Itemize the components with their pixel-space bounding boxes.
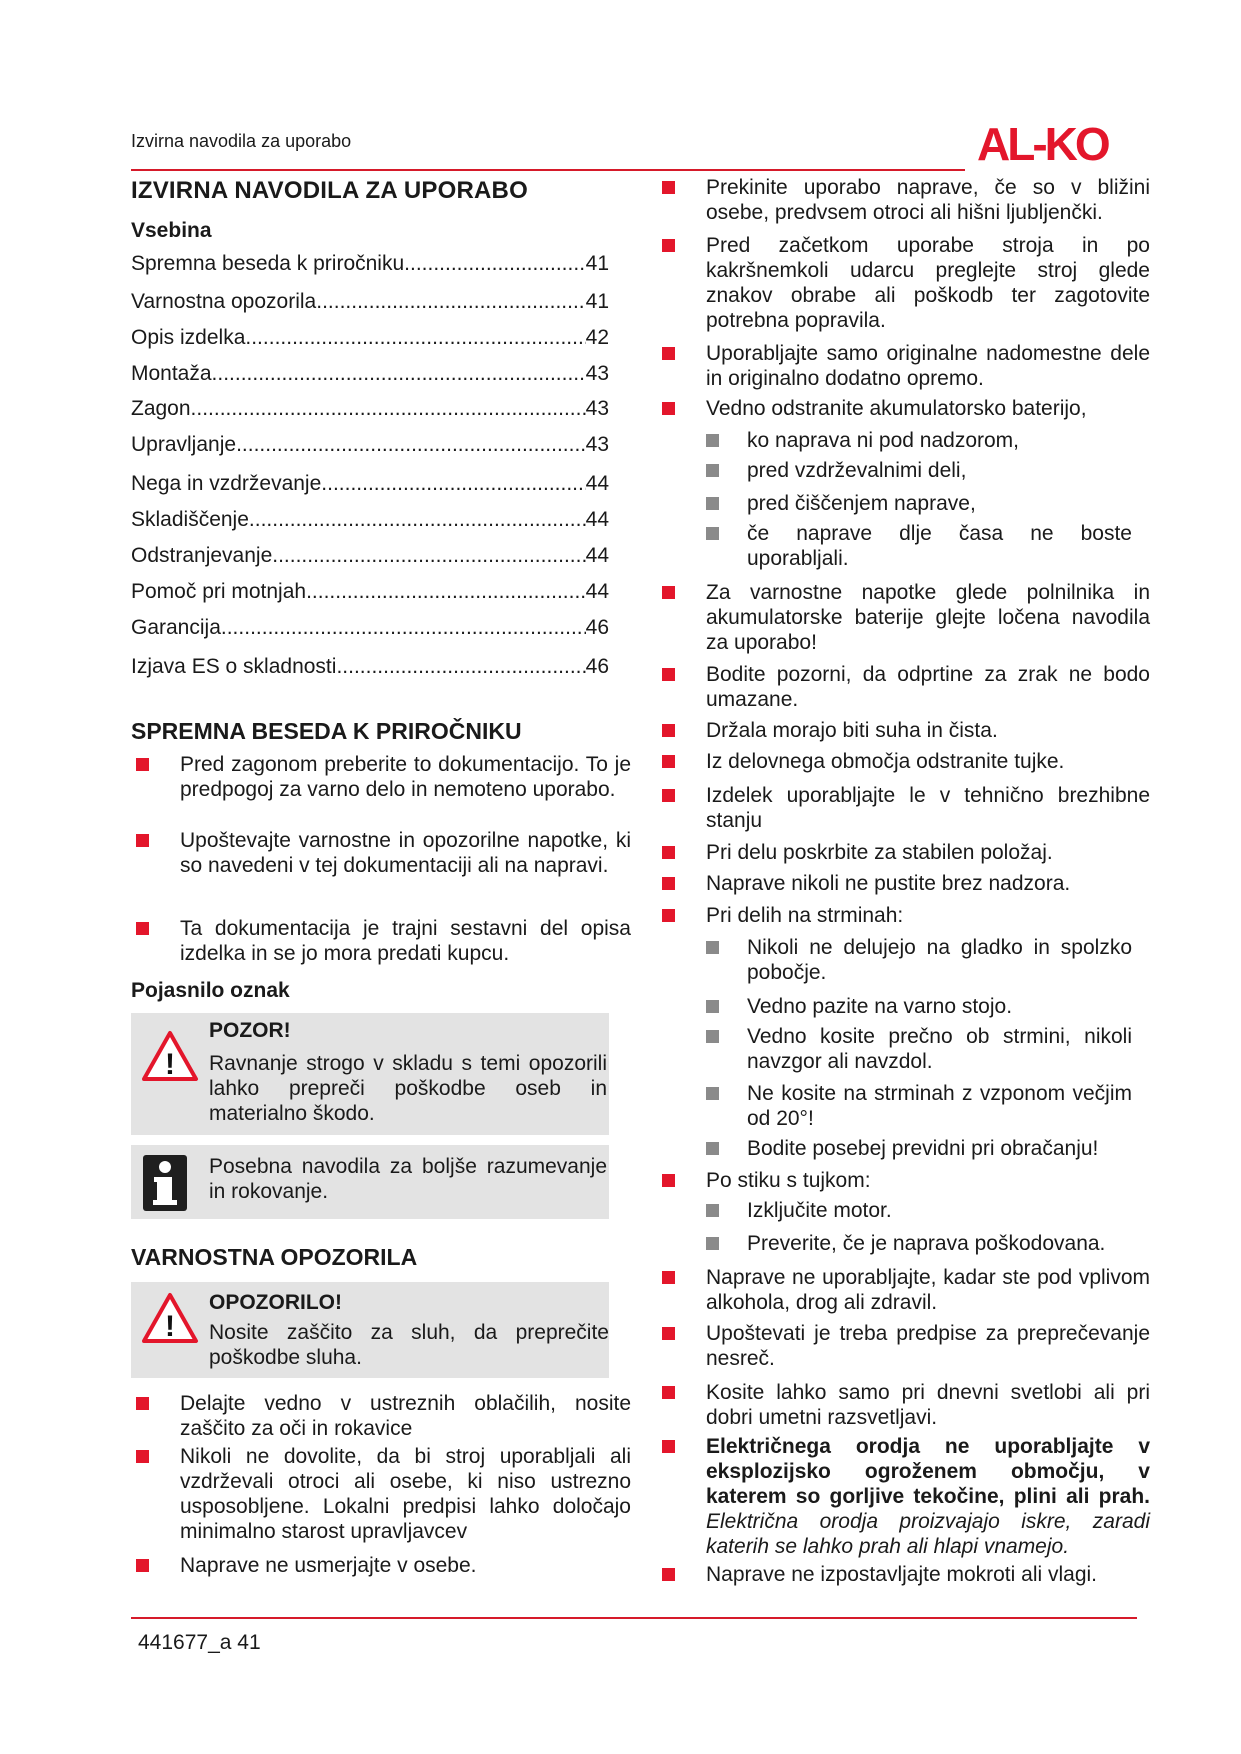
- toc-leader-dots: [404, 252, 585, 276]
- list-item: [662, 1434, 1150, 1559]
- list-item: Za varnostne napotke glede polnilnika in akumulatorske baterije glejte ločena navodila za uporabo!: [662, 580, 1150, 655]
- safety-title: VARNOSTNA OPOZORILA: [131, 1244, 418, 1270]
- toc-leader-dots: [336, 655, 585, 679]
- toc-leader-dots: [321, 472, 585, 496]
- warning-title: OPOZORILO!: [209, 1291, 342, 1314]
- caution-box: [131, 1013, 609, 1135]
- list-item: Izdelek uporabljajte le v tehnično brezhibne stanju: [662, 783, 1150, 833]
- toc-leader-dots: [245, 326, 585, 350]
- sub-list-item: ko naprava ni pod nadzorom,: [662, 428, 1132, 453]
- toc-label: Varnostna opozorila: [131, 290, 317, 313]
- toc-page-number: 44: [585, 544, 609, 567]
- list-item: Bodite pozorni, da odprtine za zrak ne bodo umazane.: [662, 662, 1150, 712]
- sub-list-item: Vedno pazite na varno stojo.: [662, 994, 1132, 1019]
- toc-row: [131, 580, 609, 604]
- toc-page-number: 42: [585, 326, 609, 349]
- toc-row: [131, 508, 609, 532]
- legend-title: Pojasnilo oznak: [131, 979, 290, 1002]
- sub-list-item: Vedno kosite prečno ob strmini, nikoli navzgor ali navzdol.: [662, 1024, 1132, 1074]
- info-text: Posebna navodila za boljše razumevanje in rokovanje.: [209, 1155, 607, 1203]
- sub-list-item: Preverite, če je naprava poškodovana.: [662, 1231, 1132, 1256]
- list-item: Vedno odstranite akumulatorsko baterijo,: [662, 396, 1150, 421]
- toc-label: Odstranjevanje: [131, 544, 273, 567]
- info-box: [131, 1145, 609, 1219]
- list-item: Iz delovnega območja odstranite tujke.: [662, 749, 1150, 774]
- toc-leader-dots: [272, 544, 585, 568]
- toc-label: Spremna beseda k priročniku: [131, 252, 405, 275]
- header-rule: [131, 169, 965, 171]
- toc-label: Montaža: [131, 362, 212, 385]
- toc-label: Garancija: [131, 616, 221, 639]
- list-item: Ta dokumentacija je trajni sestavni del opisa izdelka in se jo mora predati kupcu.: [136, 916, 631, 966]
- toc-page-number: 46: [585, 616, 609, 639]
- alko-logo: [977, 118, 1145, 168]
- toc-page-number: 43: [585, 362, 609, 385]
- caution-text: Ravnanje strogo v skladu s temi opozorili lahko prepreči poškodbe oseb in materialno škodo.: [209, 1052, 607, 1125]
- toc-label: Skladiščenje: [131, 508, 249, 531]
- toc-label: Izjava ES o skladnosti: [131, 655, 337, 678]
- sub-list-item: Bodite posebej previdni pri obračanju!: [662, 1136, 1132, 1161]
- toc-row: [131, 290, 609, 314]
- toc-row: [131, 362, 609, 386]
- toc-row: [131, 655, 609, 679]
- toc-leader-dots: [212, 362, 586, 386]
- warning-triangle-icon: [141, 1292, 199, 1344]
- warning-triangle-icon: [141, 1030, 199, 1082]
- warning-box: [131, 1282, 609, 1378]
- info-icon: [143, 1155, 187, 1211]
- footer-rule: [131, 1617, 1137, 1619]
- sub-list-item: Izključite motor.: [662, 1198, 1132, 1223]
- toc-title: Vsebina: [131, 219, 212, 242]
- toc-leader-dots: [221, 616, 586, 640]
- list-item: Pri delih na strminah:: [662, 903, 1150, 928]
- header-title: Izvirna navodila za uporabo: [131, 131, 352, 151]
- list-item: Po stiku s tujkom:: [662, 1168, 1150, 1193]
- list-item: Naprave ne izpostavljajte mokroti ali vlagi.: [662, 1562, 1150, 1587]
- toc-row: [131, 544, 609, 568]
- warning-text: Nosite zaščito za sluh, da preprečite poškodbe sluha.: [209, 1321, 609, 1369]
- toc-row: [131, 616, 609, 640]
- sub-list-item: pred čiščenjem naprave,: [662, 491, 1132, 516]
- list-item: Naprave ne uporabljajte, kadar ste pod vplivom alkohola, drog ali zdravil.: [662, 1265, 1150, 1315]
- toc-leader-dots: [191, 397, 586, 421]
- list-item: Pred zagonom preberite to dokumentacijo. To je predpogoj za varno delo in nemoteno uporabo.: [136, 752, 631, 802]
- explosive-italic-text: Električna orodja proizvajajo iskre, zaradi katerih se lahko prah ali hlapi vnamejo.: [706, 1510, 1150, 1558]
- list-item: Pri delu poskrbite za stabilen položaj.: [662, 840, 1150, 865]
- list-item: Naprave nikoli ne pustite brez nadzora.: [662, 871, 1150, 896]
- toc-leader-dots: [316, 290, 585, 314]
- toc-leader-dots: [236, 433, 586, 457]
- toc-page-number: 43: [585, 397, 609, 420]
- toc-label: Opis izdelka: [131, 326, 246, 349]
- list-item: Upoštevati je treba predpise za preprečevanje nesreč.: [662, 1321, 1150, 1371]
- toc-page-number: 46: [585, 655, 609, 678]
- sub-list-item: Nikoli ne delujejo na gladko in spolzko pobočje.: [662, 935, 1132, 985]
- toc-page-number: 41: [585, 290, 609, 313]
- toc-label: Upravljanje: [131, 433, 237, 456]
- toc-row: [131, 433, 609, 457]
- list-item: Držala morajo biti suha in čista.: [662, 718, 1150, 743]
- toc-row: [131, 397, 609, 421]
- svg-text:!: !: [165, 1310, 175, 1343]
- footer-page-number: 441677_a 41: [138, 1631, 261, 1654]
- toc-row: [131, 472, 609, 496]
- list-item: Pred začetkom uporabe stroja in po kakršnemkoli udarcu preglejte stroj glede znakov obrabe ali poškodb ter zagotovite potrebna popravila.: [662, 233, 1150, 333]
- toc-label: Pomoč pri motnjah: [131, 580, 307, 603]
- caution-title: POZOR!: [209, 1019, 291, 1042]
- toc-leader-dots: [306, 580, 586, 604]
- list-item: Kosite lahko samo pri dnevni svetlobi ali pri dobri umetni razsvetljavi.: [662, 1380, 1150, 1430]
- toc-page-number: 44: [585, 472, 609, 495]
- toc-label: Nega in vzdrževanje: [131, 472, 322, 495]
- foreword-title: SPREMNA BESEDA K PRIROČNIKU: [131, 718, 522, 744]
- main-title: IZVIRNA NAVODILA ZA UPORABO: [131, 177, 528, 204]
- sub-list-item: če naprave dlje časa ne boste uporabljali.: [662, 521, 1132, 571]
- toc-page-number: 43: [585, 433, 609, 456]
- toc-row: [131, 326, 609, 350]
- toc-page-number: 41: [585, 252, 609, 275]
- logo-text: AL-KO: [977, 118, 1108, 168]
- toc-row: [131, 252, 609, 276]
- toc-page-number: 44: [585, 580, 609, 603]
- list-item: Prekinite uporabo naprave, če so v bližini osebe, predvsem otroci ali hišni ljubljenčki.: [662, 175, 1150, 225]
- toc-page-number: 44: [585, 508, 609, 531]
- list-item: Naprave ne usmerjajte v osebe.: [136, 1553, 631, 1578]
- list-item: Uporabljajte samo originalne nadomestne dele in originalno dodatno opremo.: [662, 341, 1150, 391]
- svg-text:!: !: [165, 1048, 175, 1081]
- list-item: Nikoli ne dovolite, da bi stroj uporabljali ali vzdrževali otroci ali osebe, ki niso ustrezno usposobljene. Lokalni predpisi lahko določajo minimalno starost upravljavcev: [136, 1444, 631, 1544]
- list-item: Upoštevajte varnostne in opozorilne napotke, ki so navedeni v tej dokumentaciji ali na napravi.: [136, 828, 631, 878]
- sub-list-item: pred vzdrževalnimi deli,: [662, 458, 1132, 483]
- explosive-bold-text: Električnega orodja ne uporabljajte v eksplozijsko ogroženem območju, v katerem so gorljive tekočine, plini ali prah.: [706, 1435, 1150, 1508]
- sub-list-item: Ne kosite na strminah z vzponom večjim od 20°!: [662, 1081, 1132, 1131]
- list-item: Delajte vedno v ustreznih oblačilih, nosite zaščito za oči in rokavice: [136, 1391, 631, 1441]
- toc-label: Zagon: [131, 397, 191, 420]
- toc-leader-dots: [249, 508, 586, 532]
